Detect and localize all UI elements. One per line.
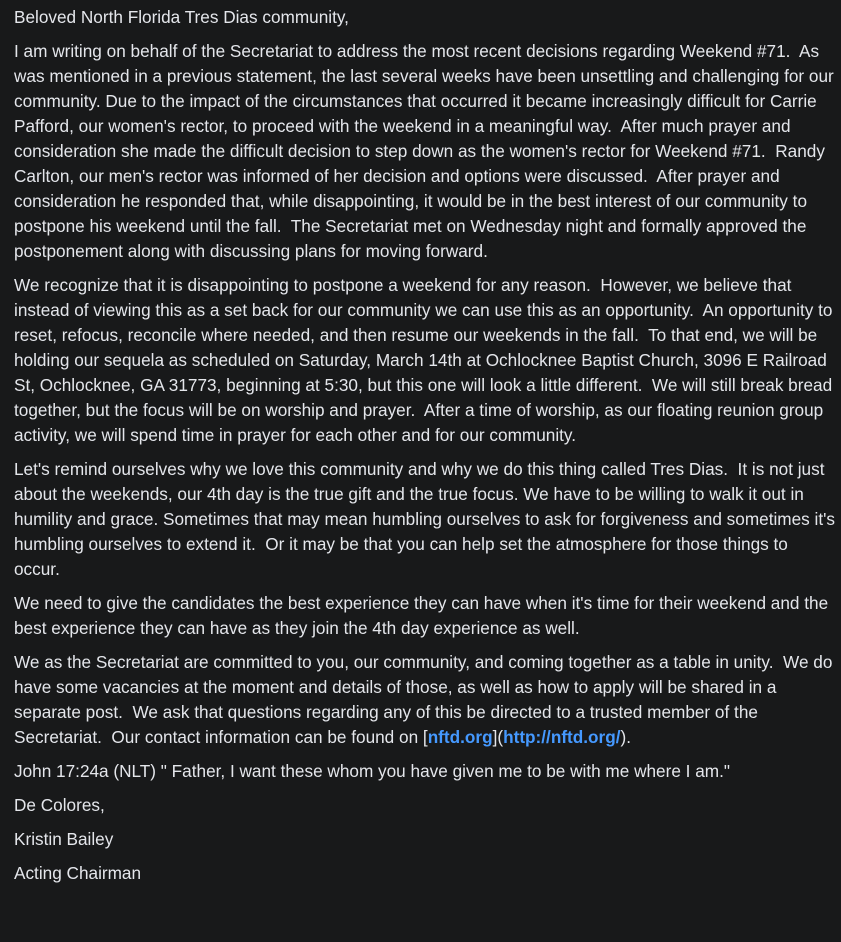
post-verse: John 17:24a (NLT) " Father, I want these whom you have given me to be with me where I am." (14, 761, 730, 781)
post-paragraph-reminder: Let's remind ourselves why we love this community and why we do this thing called Tres Dias. It is not just about the weekends, our 4th day is the true gift and the true focus. We have to be willing to walk it out in humility and grace. Sometimes that may mean humbling ourselves to ask for forgiveness and sometimes it's humbling ourselves to extend it. Or it may be that you can help set the atmosphere for those things to occur. (14, 459, 840, 579)
contact-text-before: We as the Secretariat are committed to you, our community, and coming together as a table in unity. We do have some vacancies at the moment and details of those, as well as how to apply will be shared in a separate post. We ask that questions regarding any of this be directed to a trusted member of the Secretariat. Our contact information can be found on [ (14, 652, 838, 747)
post-paragraph-sequela: We recognize that it is disappointing to postpone a weekend for any reason. However, we believe that instead of viewing this as a set back for our community we can use this as an opportunity. An opportunity to reset, refocus, reconcile where needed, and then resume our weekends in the fall. To that end, we will be holding our sequela as scheduled on Saturday, March 14th at Ochlocknee Baptist Church, 3096 E Railroad St, Ochlocknee, GA 31773, beginning at 5:30, but this one will look a little different. We will still break bread together, but the focus will be on worship and prayer. After a time of worship, as our floating reunion group activity, we will spend time in prayer for each other and for our community. (14, 275, 838, 445)
signature-name: Kristin Bailey (14, 829, 114, 849)
contact-text-between: ]( (492, 727, 504, 747)
post-paragraph-decisions: I am writing on behalf of the Secretariat to address the most recent decisions regarding Weekend #71. As was mentioned in a previous statement, the last several weeks have been unsettling and challenging for our community. Due to the impact of the circumstances that occurred it became increasingly difficult for Carrie Pafford, our women's rector, to proceed with the weekend in a meaningful way. After much prayer and consideration she made the difficult decision to step down as the women's rector for Weekend #71. Randy Carlton, our men's rector was informed of her decision and options were discussed. After prayer and consideration he responded that, while disappointing, it would be in the best interest of our community to postpone his weekend until the fall. The Secretariat met on Wednesday night and formally approved the postponement along with discussing plans for moving forward. (14, 41, 839, 261)
post-paragraph-contact (14, 650, 836, 750)
signature-title: Acting Chairman (14, 863, 142, 883)
nftd-link-url[interactable]: http://nftd.org/ (503, 727, 621, 747)
post-closing: De Colores, (14, 795, 105, 815)
post-paragraph-candidates: We need to give the candidates the best experience they can have when it's time for their weekend and the best experience they can have as they join the 4th day experience as well. (14, 593, 833, 638)
contact-text-after: ). (620, 727, 632, 747)
post-body (14, 5, 840, 895)
nftd-link-text[interactable]: nftd.org (427, 727, 493, 747)
post-greeting: Beloved North Florida Tres Dias community, (14, 7, 349, 27)
